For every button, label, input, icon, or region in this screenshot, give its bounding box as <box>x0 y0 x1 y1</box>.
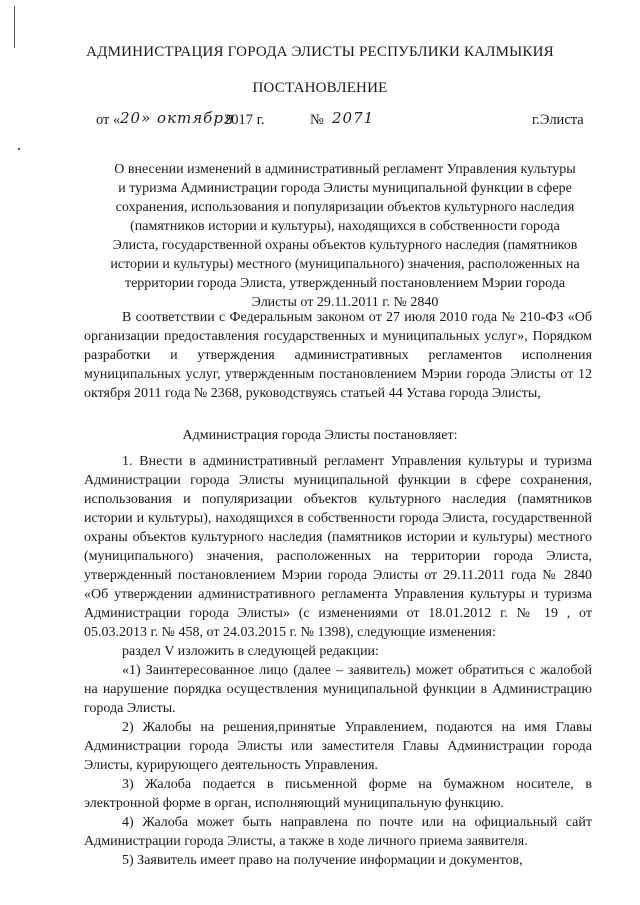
preamble <box>84 308 592 403</box>
paragraph-item-4: 4) Жалоба может быть направлена по почте или на официальный сайт Администрации города Элисты, а также в ходе личного приема заявителя. <box>84 815 592 849</box>
paragraph-item-3: 3) Жалоба подается в письменной форме на бумажном носителе, в электронной форме в орган, исполняющий муниципальную функцию. <box>84 777 592 811</box>
scan-dot <box>18 148 20 150</box>
paragraph-item-2: 2) Жалобы на решения,принятые Управлением, подаются на имя Главы Администрации города Элисты или заместителя Главы Администрации города Элисты, курирующего деятельность Управления. <box>84 720 592 773</box>
scan-edge-mark <box>14 6 15 48</box>
number-label: № <box>310 112 324 128</box>
dateline <box>96 109 596 134</box>
paragraph-item-1: «1) Заинтересованное лицо (далее – заявитель) может обратиться с жалобой на нарушение порядка осуществления муниципальной функции в Администрацию города Элисты. <box>84 663 592 716</box>
preamble-text: В соответствии с Федеральным законом от 27 июля 2010 года № 210-ФЗ «Об организации предоставления государственных и муниципальных услуг», Порядком разработки и утверждения административных регламентов исполнения муниципальных услуг, утвержденным постановлением Мэрии города Элисты от 12 октября 2011 года № 2368, руководствуясь статьей 44 Устава города Элисты, <box>84 310 592 401</box>
org-header: АДМИНИСТРАЦИЯ ГОРОДА ЭЛИСТЫ РЕСПУБЛИКИ КАЛМЫКИЯ <box>86 44 554 60</box>
paragraph-item-5: 5) Заявитель имеет право на получение информации и документов, <box>122 853 523 868</box>
doc-type-heading: ПОСТАНОВЛЕНИЕ <box>252 80 388 96</box>
resolution-body <box>84 452 592 870</box>
handwritten-date: 20» октября <box>120 109 235 127</box>
resolves-line: Администрация города Элисты постановляет: <box>182 428 458 443</box>
document-title: О внесении изменений в административный регламент Управления культуры и туризма Администрации города Элисты муниципальной функции в сфере сохранения, использования и популяризации объектов культурного наследия (памятников истории и культуры), находящихся в собственности города Элиста, государственной охраны объектов культурного наследия (памятников истории и культуры) местного (муниципального) значения, расположенных на территории города Элиста, утвержденный постановлением Мэрии города Элисты от 29.11.2011 г. № 2840 <box>110 162 580 310</box>
handwritten-number: 2071 <box>332 109 375 127</box>
paragraph-section-v: раздел V изложить в следующей редакции: <box>122 644 379 659</box>
paragraph-1: 1. Внести в административный регламент Управления культуры и туризма Администрации города Элисты муниципальной функции в сфере сохранения, использования и популяризации объектов культурного наследия (памятников истории и культуры), находящихся в собственности города Элиста, государственной охраны объектов культурного наследия (памятников истории и культуры) местного (муниципального) значения, расположенных на территории города Элиста, утвержденный постановлением Мэрии города Элисты от 29.11.2011 года № 2840 «Об утверждении административного регламента Управления культуры и туризма Администрации города Элисты» (с изменениями от 18.01.2012 г. № 19 , от 05.03.2013 г. № 458, от 24.03.2015 г. № 1398), следующие изменения: <box>84 454 592 640</box>
date-year: 2017 г. <box>224 112 265 128</box>
date-from-label: от « <box>96 112 121 128</box>
city-label: г.Элиста <box>532 112 584 128</box>
